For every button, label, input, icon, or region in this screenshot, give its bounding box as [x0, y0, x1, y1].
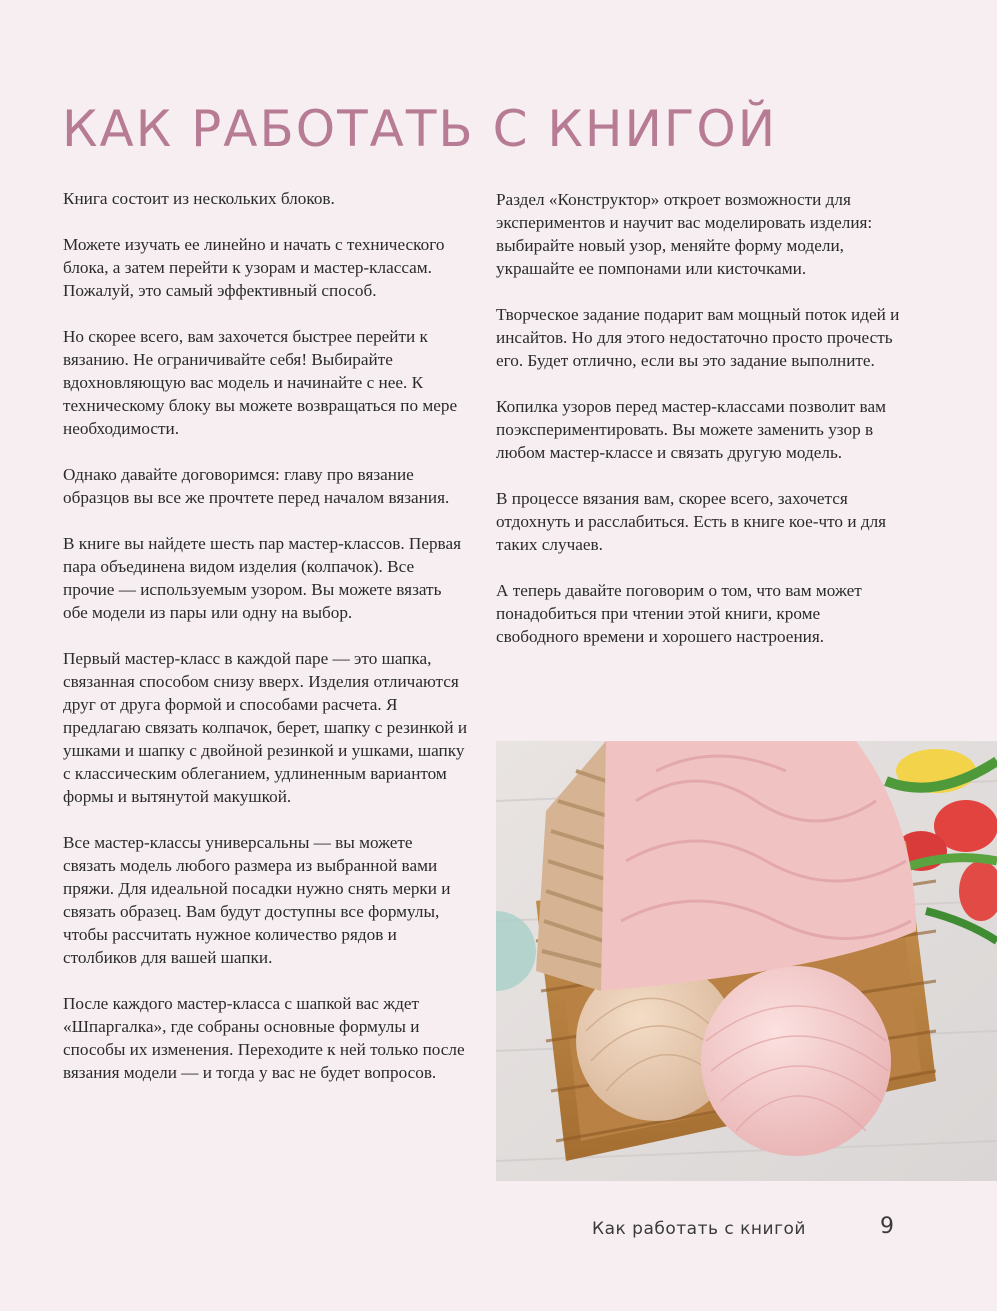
paragraph: После каждого мастер-класса с шапкой вас ждет «Шпаргалка», где собраны основные формулы и способы их изменения. Переходите к ней только после вязания модели — и тогда у вас не будет вопросов. [63, 994, 465, 1082]
paragraph: Творческое задание подарит вам мощный поток идей и инсайтов. Но для этого недостаточно просто прочесть его. Будет отлично, если вы это задание выполните. [496, 305, 900, 370]
photo-illustration [496, 741, 997, 1181]
paragraph: Книга состоит из нескольких блоков. [63, 189, 335, 208]
paragraph: А теперь давайте поговорим о том, что вам может понадобиться при чтении этой книги, кроме свободного времени и хорошего настроения. [496, 581, 862, 646]
paragraph: В книге вы найдете шесть пар мастер-классов. Первая пара объединена видом изделия (колпачок). Все прочие — используемым узором. Вы можете вязать обе модели из пары или одну на выбор. [63, 534, 461, 622]
paragraph: Все мастер-классы универсальны — вы можете связать модель любого размера из выбранной вами пряжи. Для идеальной посадки нужно снять мерки и связать образец. Вам будут доступны все формулы, чтобы рассчитать нужное количество рядов и столбиков для вашей шапки. [63, 833, 451, 967]
paragraph: Можете изучать ее линейно и начать с технического блока, а затем перейти к узорам и мастер-классам. Пожалуй, это самый эффективный способ. [63, 235, 445, 300]
paragraph: Первый мастер-класс в каждой паре — это шапка, связанная способом снизу вверх. Изделия отличаются друг от друга формой и способами расчета. Я предлагаю связать колпачок, берет, шапку с резинкой и ушками и шапку с двойной резинкой и ушками, шапку с классическим облеганием, удлиненным вариантом формы и вытянутой макушкой. [63, 649, 468, 806]
right-text-column [496, 188, 906, 671]
left-text-column [63, 187, 468, 1107]
knitted-hat-basket-photo [496, 741, 997, 1181]
running-footer: Как работать с книгой [592, 1219, 806, 1239]
page-title: КАК РАБОТАТЬ С КНИГОЙ [62, 100, 778, 158]
paragraph: Копилка узоров перед мастер-классами позволит вам поэкспериментировать. Вы можете заменить узор в любом мастер-классе и связать другую модель. [496, 397, 886, 462]
paragraph: Раздел «Конструктор» откроет возможности для экспериментов и научит вас моделировать изделия: выбирайте новый узор, меняйте форму модели, украшайте ее помпонами или кисточками. [496, 190, 873, 278]
page-number: 9 [880, 1214, 894, 1239]
paragraph: В процессе вязания вам, скорее всего, захочется отдохнуть и расслабиться. Есть в книге кое-что и для таких случаев. [496, 489, 887, 554]
paragraph: Однако давайте договоримся: главу про вязание образцов вы все же прочтете перед началом вязания. [63, 465, 450, 507]
paragraph: Но скорее всего, вам захочется быстрее перейти к вязанию. Не ограничивайте себя! Выбирайте вдохновляющую вас модель и начинайте с нее. К техническому блоку вы можете возвращаться по мере необходимости. [63, 327, 458, 438]
